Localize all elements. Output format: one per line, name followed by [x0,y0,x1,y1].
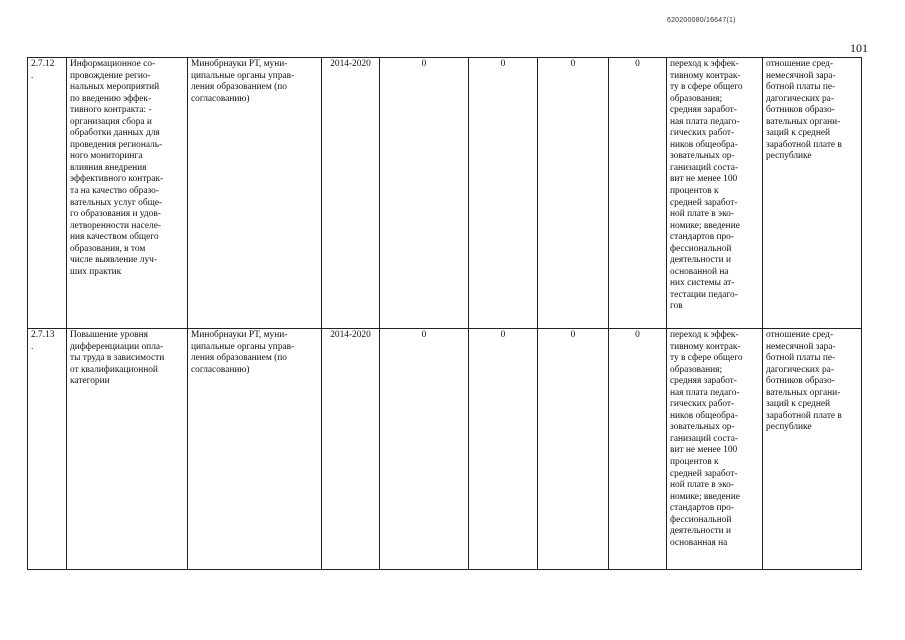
text-line: ной плате в эко- [670,209,734,220]
text-line: дагогических ра- [766,364,834,375]
text-line: 2.7.12 [31,59,55,69]
result-cell [667,58,763,329]
text-line: тивного контракта: - [70,105,152,116]
text-line: тивному контрак- [670,341,741,352]
text-line: по введению эффек- [70,93,152,104]
text-line: средняя заработ- [670,376,737,387]
text-line: республике [766,422,812,433]
text-line: ния качеством общего [70,232,159,243]
text-line: отношение сред- [766,59,834,69]
text-line: Повышение уровня [70,330,148,340]
text-line: вательных органи- [766,387,841,398]
result-cell [667,329,763,570]
measures-table [27,57,862,570]
text-line: ников общеобра- [670,139,738,150]
text-line: . [31,341,34,352]
value-cell: 0 [609,329,667,570]
row-number [28,329,67,570]
text-line: республике [766,151,812,162]
text-line: согласованию) [191,93,250,104]
text-line: гических работ- [670,399,735,410]
value-cell: 0 [380,58,469,329]
text-line: Минобрнауки РТ, муни- [191,59,288,69]
text-line: деятельности и [670,526,732,537]
measure-cell [67,58,188,329]
table-row [28,329,862,570]
text-line: дагогических ра- [766,93,834,104]
text-line: номике; введение [670,220,740,231]
text-line: ной плате в эко- [670,480,734,491]
text-line: отношение сред- [766,330,834,340]
text-line: категории [70,376,110,387]
text-line: ципальные органы управ- [191,70,295,81]
measure-cell [67,329,188,570]
document-id: 620200080/16647(1) [667,17,736,24]
text-line: летворенности населе- [70,220,161,231]
text-line: заций к средней [766,399,831,410]
value-cell: 0 [469,58,538,329]
text-line: ления образованием (по [191,82,287,93]
text-line: та на качество образо- [70,186,159,197]
text-line: согласованию) [191,364,250,375]
text-line: средней заработ- [670,468,738,479]
text-line: ного мониторинга [70,151,143,162]
text-line: зовательных ор- [670,151,735,162]
text-line: организация сбора и [70,116,152,127]
text-line: провождение регио- [70,70,151,81]
text-line: процентов к [670,186,719,197]
text-line: ботников образо- [766,376,835,387]
text-line: процентов к [670,457,719,468]
text-line: нальных мероприятий [70,82,160,93]
text-line: ципальные органы управ- [191,341,295,352]
text-line: вит не менее 100 [670,174,738,185]
text-line: средней заработ- [670,197,738,208]
text-line: переход к эффек- [670,330,739,340]
text-line: заработной плате в [766,139,842,150]
text-line: числе выявление луч- [70,255,157,266]
text-line: переход к эффек- [670,59,739,69]
text-line: стандартов про- [670,503,734,514]
text-line: проведения региональ- [70,139,163,150]
text-line: зовательных ор- [670,422,735,433]
text-line: влияния внедрения [70,162,147,173]
table-row [28,58,862,329]
indicator-cell [763,58,862,329]
value-cell: 0 [380,329,469,570]
text-line: Информационное со- [70,59,156,69]
text-line: 2.7.13 [31,330,55,340]
text-line: тестации педаго- [670,289,738,300]
text-line: вит не менее 100 [670,445,738,456]
value-cell: 0 [538,329,609,570]
text-line: ты труда в зависимости [70,353,165,364]
text-line: тивному контрак- [670,70,741,81]
text-line: ная плата педаго- [670,387,740,398]
text-line: заработной плате в [766,410,842,421]
text-line: дифференциации опла- [70,341,164,352]
row-number [28,58,67,329]
value-cell: 0 [538,58,609,329]
text-line: средняя заработ- [670,105,737,116]
text-line: эффективного контрак- [70,174,164,185]
period-cell: 2014-2020 [322,329,380,570]
text-line: ников общеобра- [670,410,738,421]
text-line: ботников образо- [766,105,835,116]
text-line: образования, в том [70,243,146,254]
text-line: образования; [670,364,723,375]
value-cell: 0 [609,58,667,329]
text-line: ганизаций соста- [670,433,739,444]
text-line: ботной платы пе- [766,82,836,93]
text-line: гических работ- [670,128,735,139]
text-line: обработки данных для [70,128,160,139]
executor-cell [188,329,322,570]
text-line: ших практик [70,266,122,277]
text-line: них системы ат- [670,278,735,289]
text-line: гов [670,301,683,312]
text-line: деятельности и [670,255,732,266]
text-line: ту в сфере общего [670,353,743,364]
text-line: заций к средней [766,128,831,139]
text-line: ганизаций соста- [670,162,739,173]
indicator-cell [763,329,862,570]
text-line: ления образованием (по [191,353,287,364]
text-line: вательных органи- [766,116,841,127]
text-line: немесячной зара- [766,70,836,81]
text-line: ботной платы пе- [766,353,836,364]
executor-cell [188,58,322,329]
text-line: образования; [670,93,723,104]
text-line: номике; введение [670,491,740,502]
text-line: вательных услуг обще- [70,197,163,208]
text-line: основанная на [670,537,728,548]
text-line: от квалификационной [70,364,158,375]
text-line: . [31,70,34,81]
value-cell: 0 [469,329,538,570]
text-line: немесячной зара- [766,341,836,352]
text-line: стандартов про- [670,232,734,243]
text-line: Минобрнауки РТ, муни- [191,330,288,340]
text-line: го образования и удов- [70,209,161,220]
period-cell: 2014-2020 [322,58,380,329]
text-line: ту в сфере общего [670,82,743,93]
text-line: основанной на [670,266,729,277]
page-number: 101 [850,41,868,55]
text-line: ная плата педаго- [670,116,740,127]
text-line: фессиональной [670,514,732,525]
text-line: фессиональной [670,243,732,254]
